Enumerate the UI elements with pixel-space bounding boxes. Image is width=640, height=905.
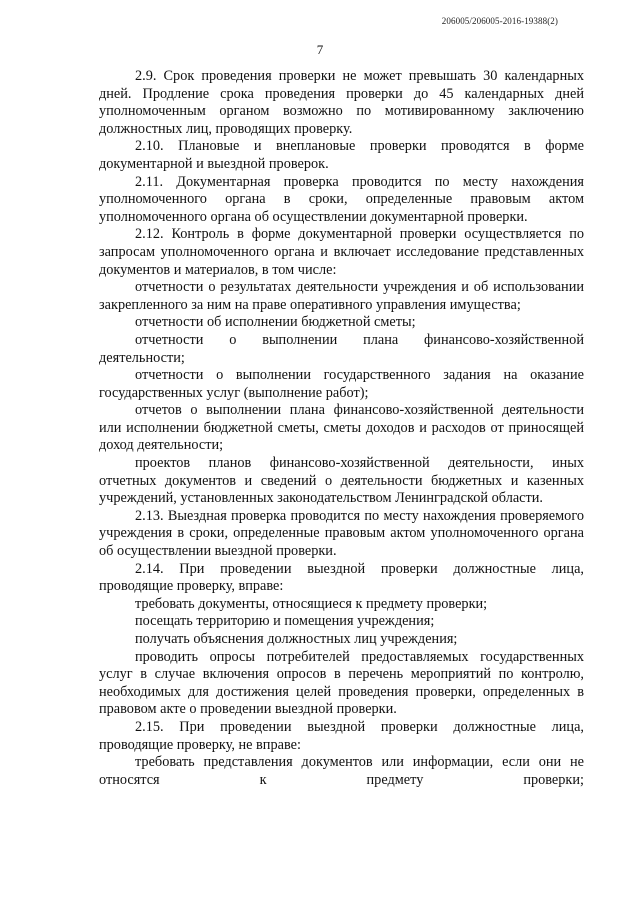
- list-item-plan-execution-reports: отчетов о выполнении плана финансово-хозяйственной деятельности или исполнении бюджетной сметы, сметы доходов и расходов от приносящей доход деятельности;: [99, 402, 584, 454]
- document-body: [99, 68, 584, 789]
- paragraph-2-10: 2.10. Плановые и внеплановые проверки проводятся в форме документарной и выездной проверок.: [99, 138, 584, 172]
- list-item-state-task-report: отчетности о выполнении государственного задания на оказание государственных услуг (выполнение работ);: [99, 367, 584, 401]
- list-item-conduct-surveys: проводить опросы потребителей предоставляемых государственных услуг в случае включения опросов в перечень мероприятий по контролю, необходимых для достижения целей проведения проверки, определенных в правовом акте о проведении выездной проверки.: [99, 648, 584, 718]
- list-item-request-documents: требовать документы, относящиеся к предмету проверки;: [135, 595, 488, 612]
- paragraph-2-12: 2.12. Контроль в форме документарной проверки осуществляется по запросам уполномоченного органа и включает исследование представленных документов и материалов, в том числе:: [99, 226, 584, 278]
- paragraph-2-9: 2.9. Срок проведения проверки не может превышать 30 календарных дней. Продление срока проведения проверки до 45 календарных дней уполномоченным органом возможно по мотивированному заключению должностных лиц, проводящих проверку.: [99, 68, 584, 137]
- paragraph-2-15: 2.15. При проведении выездной проверки должностные лица, проводящие проверку, не вправе:: [99, 718, 584, 753]
- document-id: 206005/206005-2016-19388(2): [441, 16, 558, 26]
- list-item-get-explanations: получать объяснения должностных лиц учреждения;: [135, 631, 458, 647]
- list-item-no-unrelated-requests: требовать представления документов или информации, если они не относятся к предмету проверки;: [99, 754, 584, 788]
- list-item-budget-report: отчетности об исполнении бюджетной сметы;: [135, 314, 416, 331]
- paragraph-2-14: 2.14. При проведении выездной проверки должностные лица, проводящие проверку, вправе:: [99, 560, 584, 595]
- list-item-plan-report: отчетности о выполнении плана финансово-хозяйственной деятельности;: [99, 331, 584, 366]
- list-item-visit-premises: посещать территорию и помещения учреждения;: [135, 613, 435, 630]
- paragraph-2-11: 2.11. Документарная проверка проводится по месту нахождения уполномоченного органа в сроки, определенные правовым актом уполномоченного органа об осуществлении документарной проверки.: [99, 173, 584, 225]
- list-item-results-report: отчетности о результатах деятельности учреждения и об использовании закрепленного за ним на праве оперативного управления имущества;: [99, 279, 584, 313]
- paragraph-2-13: 2.13. Выездная проверка проводится по месту нахождения проверяемого учреждения в сроки, определенные правовым актом уполномоченного органа об осуществлении выездной проверки.: [99, 507, 584, 560]
- page-number: 7: [316, 42, 324, 57]
- list-item-draft-plans: проектов планов финансово-хозяйственной деятельности, иных отчетных документов и сведений о деятельности бюджетных и казенных учреждений, установленных законодательством Ленинградской области.: [99, 455, 584, 507]
